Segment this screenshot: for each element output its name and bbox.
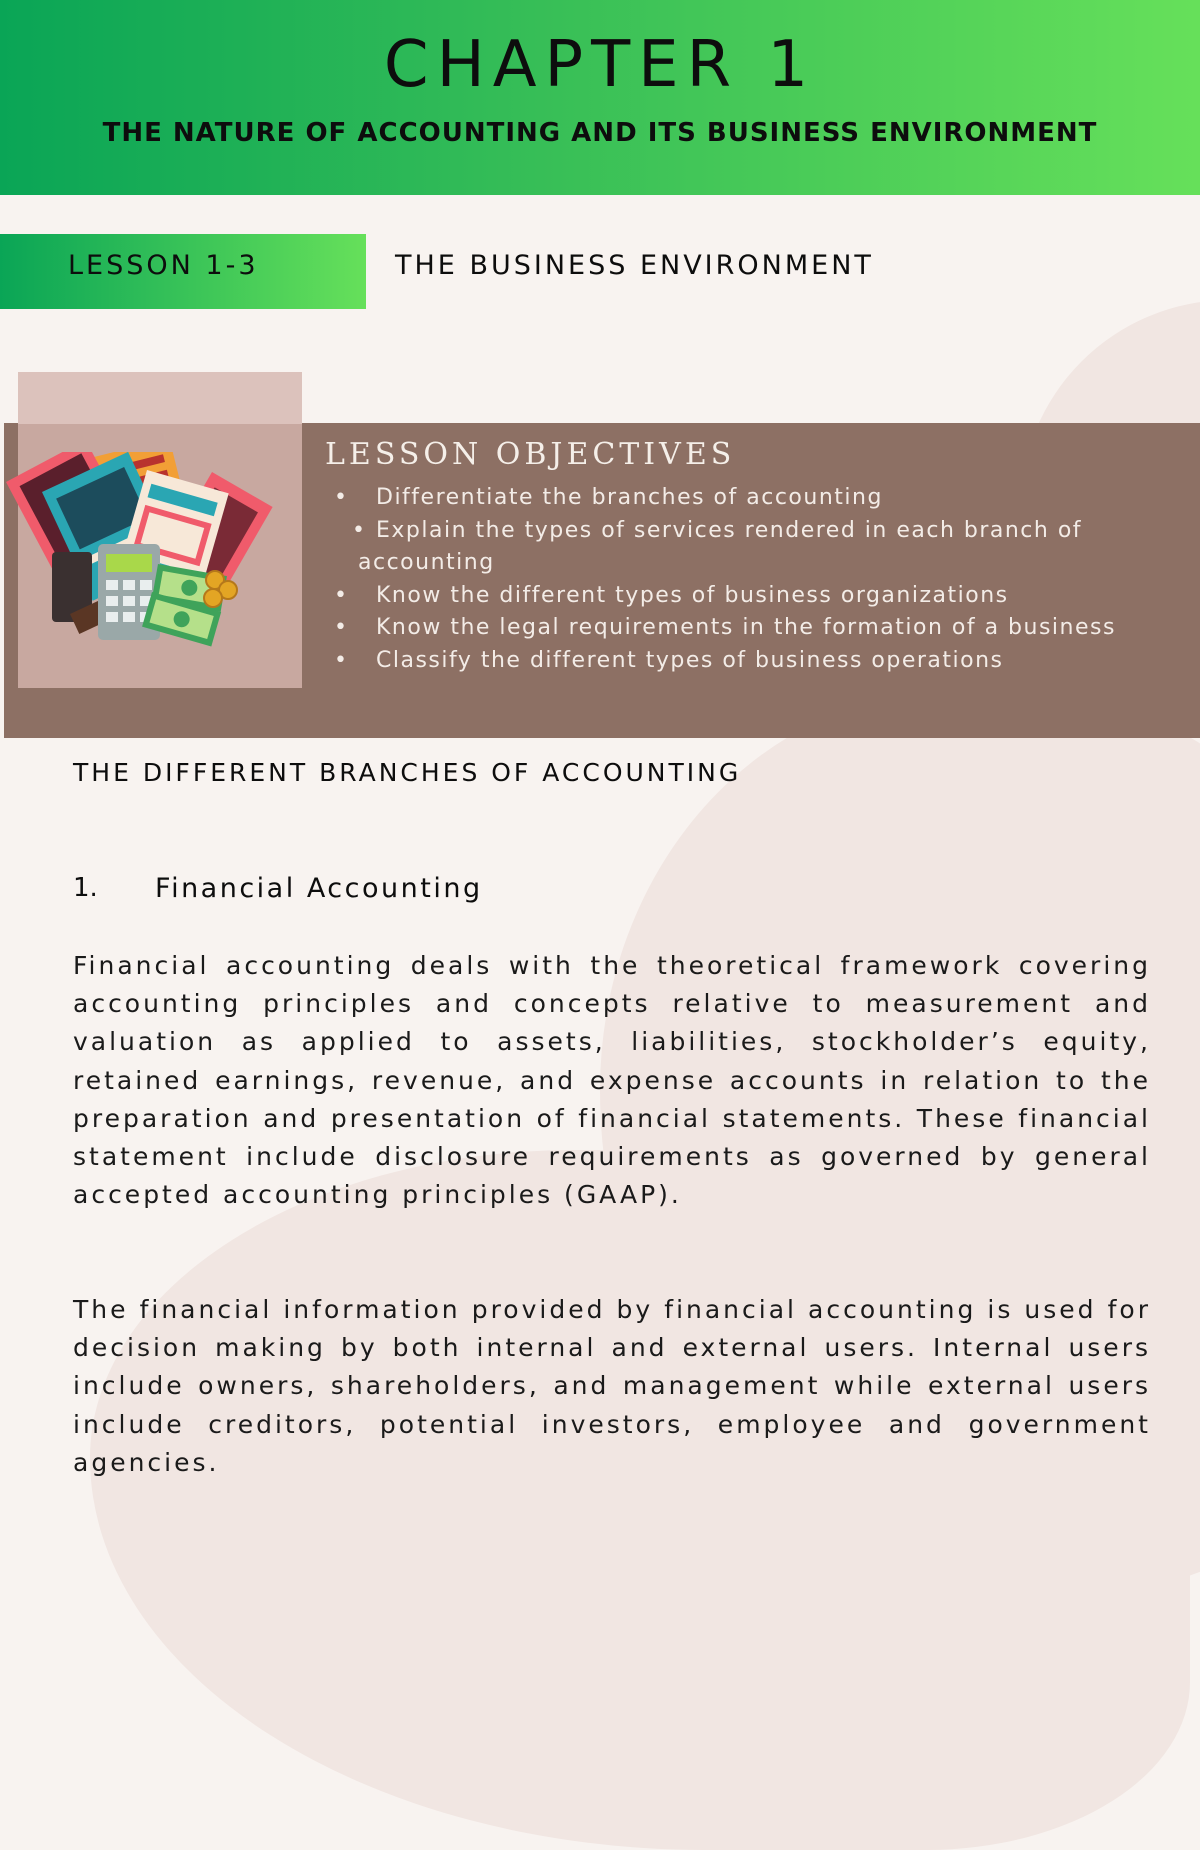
body-paragraph: Financial accounting deals with the theoretical framework covering accounting principles and concepts relative to measurement and valuation as applied to assets, liabilities, stockholder’s equity, retained earnings, revenue, and expense accounts in relation to the preparation and presentation of financial statements. These financial statement include disclosure requirements as governed by general accepted accounting principles (GAAP). (73, 951, 1151, 1210)
lesson-label: LESSON 1-3 (68, 250, 259, 281)
item-number: 1. (73, 873, 98, 903)
objectives-list (330, 482, 1196, 677)
chapter-subtitle: THE NATURE OF ACCOUNTING AND ITS BUSINESS ENVIRONMENT (102, 118, 1098, 148)
chapter-title: CHAPTER 1 (383, 28, 817, 102)
objective-item: • Differentiate the branches of accounting (330, 482, 1196, 515)
objective-item: • Explain the types of services rendered in each branch of accounting (330, 515, 1178, 580)
objectives-title: LESSON OBJECTIVES (325, 437, 736, 472)
objective-item: • Know the different types of business organizations (330, 580, 1196, 613)
section-heading: THE DIFFERENT BRANCHES OF ACCOUNTING (73, 758, 742, 787)
objective-item: • Know the legal requirements in the formation of a business (330, 612, 1196, 645)
lesson-title: THE BUSINESS ENVIRONMENT (395, 250, 874, 281)
illustration-frame-top (18, 372, 302, 424)
item-title: Financial Accounting (155, 873, 483, 904)
background-shape (90, 1150, 1190, 1850)
illustration-frame (18, 372, 302, 688)
objective-item: • Classify the different types of business operations (330, 645, 1196, 678)
body-paragraph: The financial information provided by financial accounting is used for decision making by both internal and external users. Internal users include owners, shareholders, and management while external users include creditors, potential investors, employee and government agencies. (73, 1295, 1151, 1477)
